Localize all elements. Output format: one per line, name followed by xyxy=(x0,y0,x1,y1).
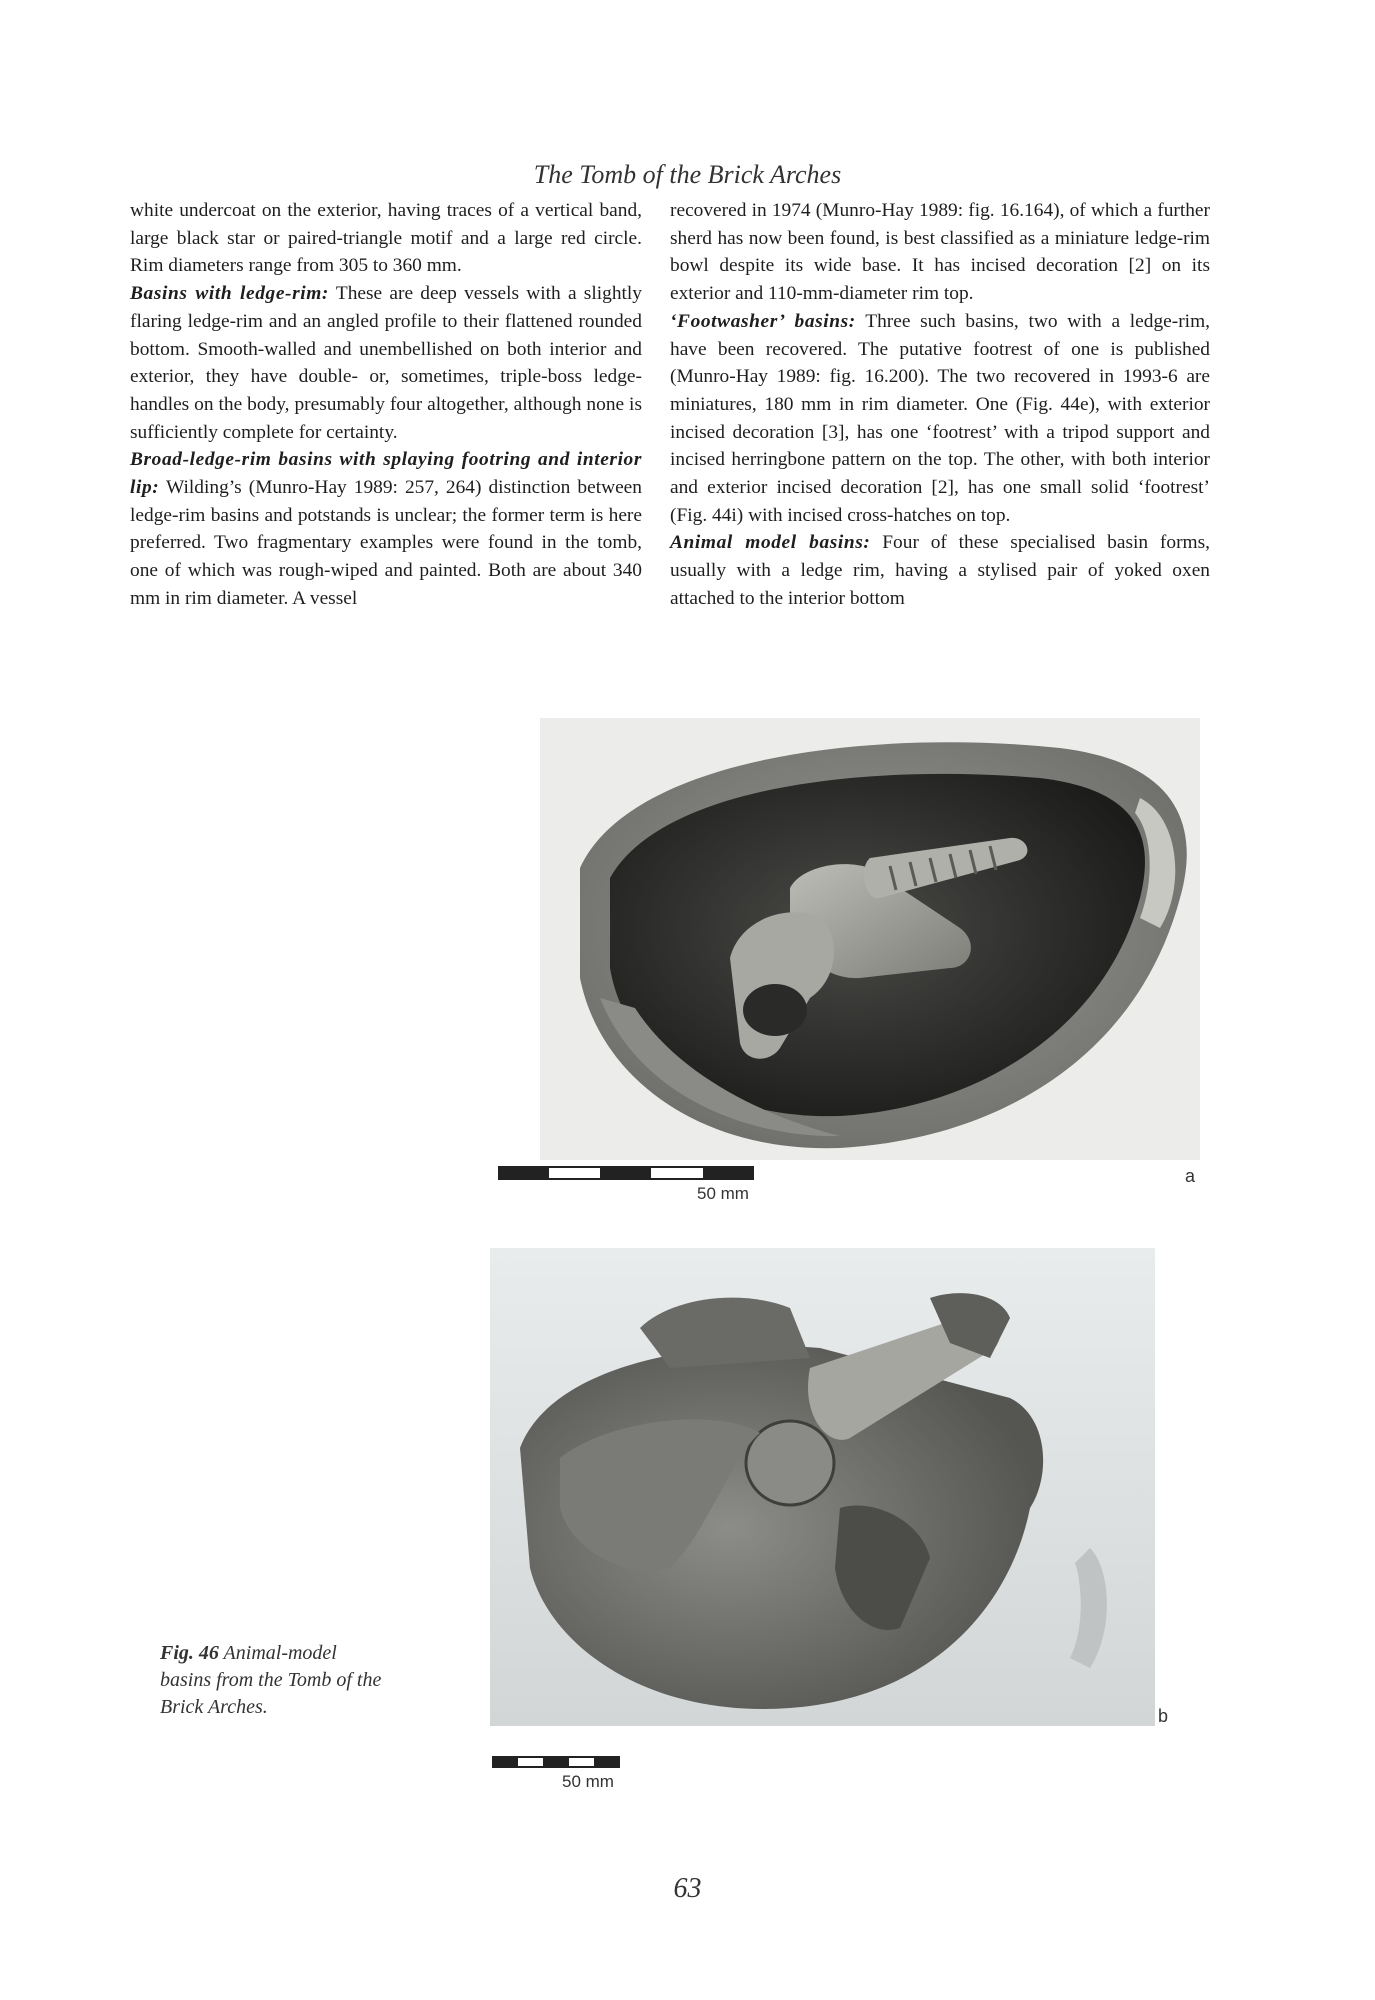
heading-broad-ledge-rim-basins: Broad-ledge-rim basins with splaying footring and interior lip: xyxy=(130,449,642,499)
paragraph-undercoat: white undercoat on the exterior, having traces of a vertical band, large black star or paired-triangle motif and a large red circle. Rim diameters range from 305 to 360 mm. xyxy=(130,200,642,277)
scale-label-b: 50 mm xyxy=(562,1772,614,1791)
figure-label-a: a xyxy=(1185,1166,1196,1186)
paragraph-animal-model-basins xyxy=(670,529,1210,612)
body-ledge-rim-basins: These are deep vessels with a slightly flaring ledge-rim and an angled profile to their flattened rounded bottom. Smooth-walled and unembellished on both interior and exterior, they have double- or, sometimes, triple-boss ledge-handles on the body, presumably four altogether, although none is sufficiently complete for certainty. xyxy=(130,283,642,443)
photo-basin-b xyxy=(490,1248,1155,1726)
heading-animal-model-basins: Animal model basins: xyxy=(670,532,871,554)
paragraph-ledge-rim-basins xyxy=(130,280,642,446)
figure-caption-text: Animal-model basins from the Tomb of the Brick Arches. xyxy=(160,1642,382,1718)
paragraph-footwasher-basins xyxy=(670,308,1210,530)
page-number: 63 xyxy=(673,1873,702,1904)
figure-number: Fig. 46 xyxy=(160,1642,219,1664)
heading-ledge-rim-basins: Basins with ledge-rim: xyxy=(130,283,329,305)
paragraph-miniature-bowl: recovered in 1974 (Munro-Hay 1989: fig. 16.164), of which a further sherd has now been found, is best classified as a miniature ledge-rim bowl despite its wide base. It has incised decoration [2] on its exterior and 110-mm-diameter rim top. xyxy=(670,200,1210,305)
scale-bar-b xyxy=(492,1753,620,1771)
body-footwasher-basins: Three such basins, two with a ledge-rim, have been recovered. The putative footrest of one is published (Munro-Hay 1989: fig. 16.200). The two recovered in 1993-6 are miniatures, 180 mm in rim diameter. One (Fig. 44e), with exterior incised decoration [3], has one ‘footrest’ with a tripod support and incised herringbone pattern on the top. The other, with both interior and exterior incised decoration [2], has one small solid ‘footrest’ (Fig. 44i) with incised cross-hatches on top. xyxy=(670,310,1210,526)
body-broad-ledge-rim-basins: Wilding’s (Munro-Hay 1989: 257, 264) distinction between ledge-rim basins and potstands is unclear; the former term is here preferred. Two fragmentary examples were found in the tomb, one of which was rough-wiped and painted. Both are about 340 mm in rim diameter. A vessel xyxy=(130,477,642,609)
running-title: The Tomb of the Brick Arches xyxy=(533,160,842,189)
photo-basin-a xyxy=(540,718,1200,1160)
scale-bar-a xyxy=(498,1163,754,1183)
body-animal-model-basins: Four of these specialised basin forms, usually with a ledge rim, having a stylised pair of yoked oxen attached to the interior bottom xyxy=(670,532,1210,609)
figure-label-b: b xyxy=(1158,1706,1169,1726)
figure-caption xyxy=(160,1640,390,1721)
paragraph-broad-ledge-rim-basins xyxy=(130,446,642,612)
left-column xyxy=(130,197,642,613)
scale-label-a: 50 mm xyxy=(697,1184,749,1203)
heading-footwasher-basins: ‘Footwasher’ basins: xyxy=(670,310,856,332)
right-column xyxy=(670,197,1210,613)
